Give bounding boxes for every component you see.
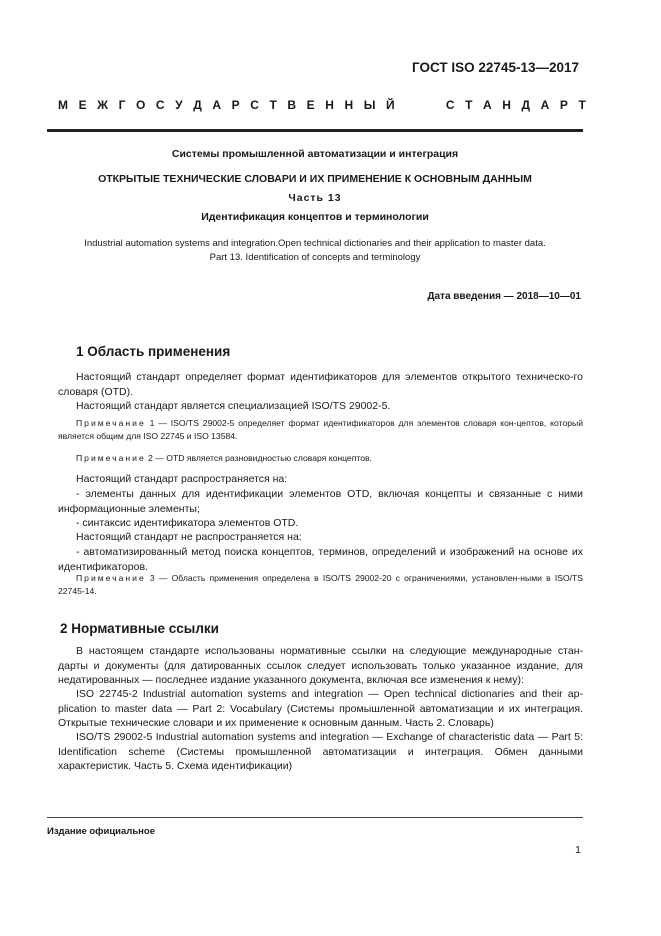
s1-paragraph-2: Настоящий стандарт является специализацией ISO/TS 29002-5.: [76, 400, 391, 412]
english-title-line2: Part 13. Identification of concepts and terminology: [209, 252, 421, 263]
note-1: Примечание 1 — ISO/TS 29002-5 определяет формат идентификаторов для элементов словаря кон-цептов, который является общим для ISO 22745 и ISO 13584.: [58, 418, 583, 441]
banner-letter: Н: [325, 98, 334, 112]
s1-paragraph-6: Настоящий стандарт не распространяется на:: [76, 531, 302, 543]
english-title: [47, 237, 583, 265]
banner-letter: Н: [502, 98, 511, 112]
interstate-standard-banner: [58, 98, 586, 112]
section-2-heading: 2 Нормативные ссылки: [60, 621, 219, 636]
s1-paragraph-7: - автоматизированный метод поиска концептов, терминов, определений и изображений на основе их идентификаторов.: [58, 546, 583, 573]
banner-letter: А: [212, 98, 222, 112]
document-code: ГОСТ ISO 22745-13—2017: [412, 60, 579, 75]
s2-paragraph-1: В настоящем стандарте использованы нормативные ссылки на следующие международные стан-дарты и документы (для датированных ссылок следует использовать только указанное издание, для недатированных — последнее издание указанного документа, включая все изменения к нему):: [58, 645, 583, 686]
s1-paragraph-5: - синтаксис идентификатора элементов OTD.: [76, 517, 299, 529]
page-number: 1: [575, 844, 581, 856]
series-title: Системы промышленной автоматизации и интеграция: [171, 148, 459, 160]
s1-paragraph-4: - элементы данных для идентификации элементов OTD, включая концепты и связанные с ними информационные элементы;: [58, 488, 583, 515]
intro-date: Дата введения — 2018—10—01: [427, 291, 581, 302]
banner-letter: Р: [231, 98, 240, 112]
word-gap: [405, 98, 435, 112]
note-3: Примечание 3 — Область применения определена в ISO/TS 29002-20 с ограничениями, установлен-ными в ISO/TS 22745-14.: [58, 573, 583, 596]
banner-letter: Г: [118, 98, 126, 112]
banner-letter: Т: [269, 98, 277, 112]
banner-letter: А: [540, 98, 550, 112]
banner-letter: В: [287, 98, 297, 112]
banner-letter: Ы: [363, 98, 376, 112]
banner-letter: С: [155, 98, 165, 112]
banner-letter: Н: [344, 98, 354, 112]
section-1-heading: 1 Область применения: [76, 344, 231, 359]
s2-paragraph-2: ISO 22745-2 Industrial automation systems and integration — Open technical dictionaries and their ap-plication to master data — Part 2: Vocabulary (Системы промышленной автоматизации и их интеграция. Открытые технические словари и их применение к основным данным. Часть 2. Словарь): [58, 688, 583, 729]
note-2: Примечание 2 — OTD является разновидностью словаря концептов.: [76, 453, 372, 463]
banner-letter: Т: [578, 98, 586, 112]
banner-letter: С: [250, 98, 259, 112]
s1-paragraph-3: Настоящий стандарт распространяется на:: [76, 473, 288, 485]
banner-letter: А: [483, 98, 492, 112]
banner-letter: Т: [465, 98, 473, 112]
banner-letter: Д: [521, 98, 531, 112]
part-title: Часть 13: [288, 192, 342, 204]
banner-letter: У: [175, 98, 183, 112]
banner-letter: Е: [306, 98, 315, 112]
subtitle: Идентификация концептов и терминологии: [201, 211, 429, 223]
banner-letter: М: [58, 98, 68, 112]
s1-paragraph-1: Настоящий стандарт определяет формат идентификаторов для элементов открытого техническо-го словаря (OTD).: [58, 371, 583, 398]
banner-letter: О: [136, 98, 146, 112]
banner-letter: Е: [78, 98, 87, 112]
banner-letter: Д: [193, 98, 202, 112]
banner-letter: Р: [559, 98, 568, 112]
footer-rule: [47, 817, 583, 818]
main-title: ОТКРЫТЫЕ ТЕХНИЧЕСКИЕ СЛОВАРИ И ИХ ПРИМЕНЕНИЕ К ОСНОВНЫМ ДАННЫМ: [98, 173, 532, 185]
official-edition-label: Издание официальное: [47, 826, 155, 837]
banner-letter: С: [445, 98, 455, 112]
banner-letter: Ж: [97, 98, 109, 112]
banner-letter: Й: [386, 98, 395, 112]
english-title-line1: Industrial automation systems and integration.Open technical dictionaries and their application to master data.: [84, 238, 546, 249]
header-rule: [47, 129, 583, 132]
s2-paragraph-3: ISO/TS 29002-5 Industrial automation systems and integration — Exchange of characteristic data — Part 5: Identification scheme (Системы промышленной автоматизации и интеграция. Обмен данными характеристик. Часть 5. Схема идентификации): [58, 731, 583, 772]
